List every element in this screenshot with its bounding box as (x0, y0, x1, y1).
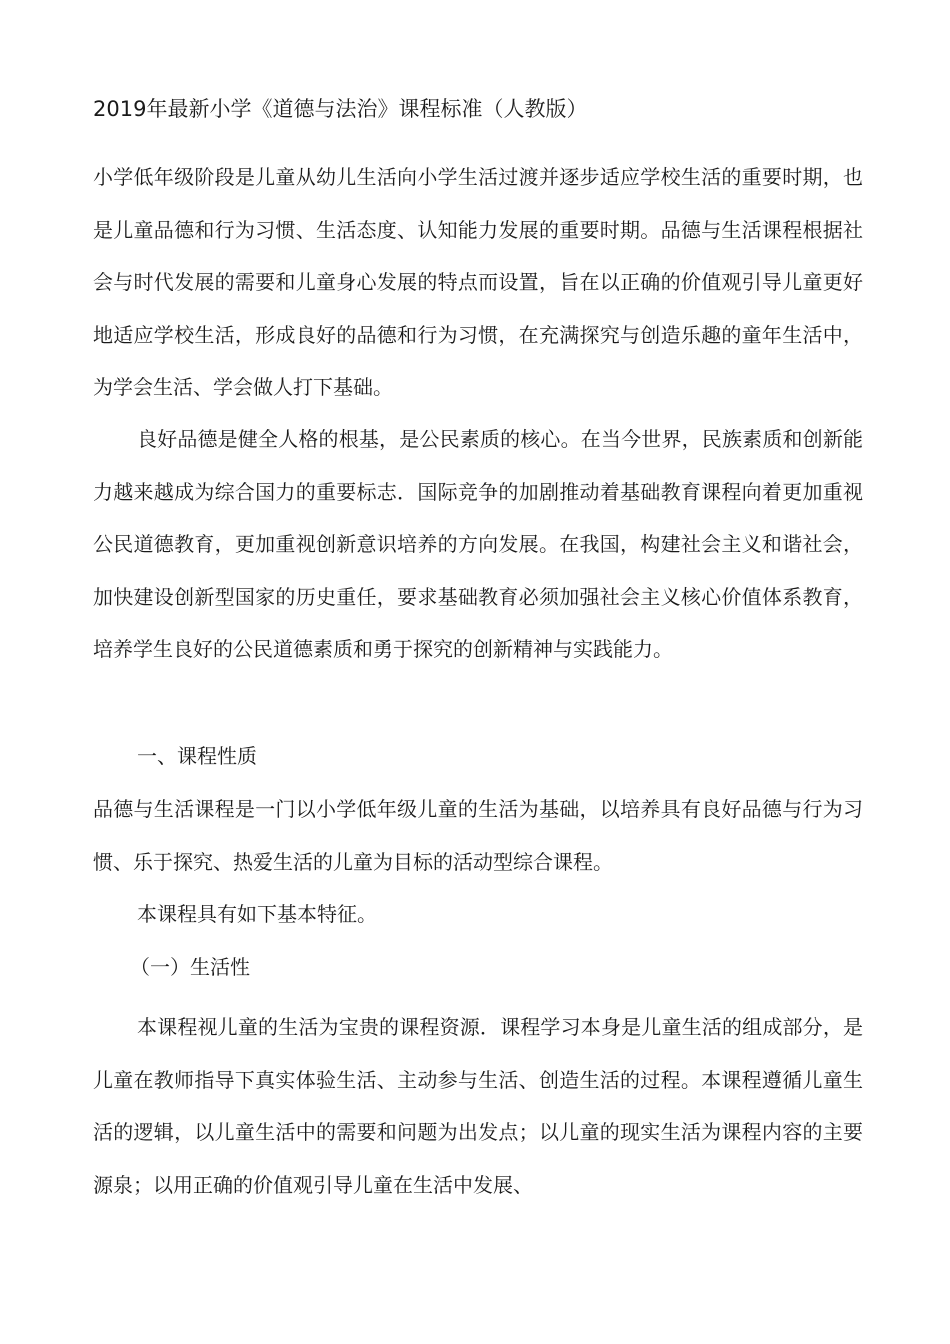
subsection-heading-life: （一）生活性 (130, 955, 250, 979)
section-heading-nature: 一、课程性质 (137, 744, 257, 768)
paragraph-life: 本课程视儿童的生活为宝贵的课程资源．课程学习本身是儿童生活的组成部分，是儿童在教师指导下真实体验生活、主动参与生活、创造生活的过程。本课程遵循儿童生活的逻辑，以儿童生活中的需要和问题为出发点；以儿童的现实生活为课程内容的主要源泉；以用正确的价值观引导儿童在生活中发展、 (93, 1015, 863, 1197)
paragraph-features-intro: 本课程具有如下基本特征。 (137, 902, 377, 926)
document-title: 2019年最新小学《道德与法治》课程标准（人教版） (93, 97, 588, 121)
paragraph-nature: 品德与生活课程是一门以小学低年级儿童的生活为基础，以培养具有良好品德与行为习惯、乐于探究、热爱生活的儿童为目标的活动型综合课程。 (93, 797, 863, 874)
paragraph-background: 良好品德是健全人格的根基，是公民素质的核心。在当今世界，民族素质和创新能力越来越成为综合国力的重要标志．国际竞争的加剧推动着基础教育课程向着更加重视公民道德教育，更加重视创新意识培养的方向发展。在我国，构建社会主义和谐社会，加快建设创新型国家的历史重任，要求基础教育必须加强社会主义核心价值体系教育，培养学生良好的公民道德素质和勇于探究的创新精神与实践能力。 (93, 427, 863, 661)
paragraph-intro: 小学低年级阶段是儿童从幼儿生活向小学生活过渡并逐步适应学校生活的重要时期，也是儿童品德和行为习惯、生活态度、认知能力发展的重要时期。品德与生活课程根据社会与时代发展的需要和儿童身心发展的特点而设置，旨在以正确的价值观引导儿童更好地适应学校生活，形成良好的品德和行为习惯，在充满探究与创造乐趣的童年生活中，为学会生活、学会做人打下基础。 (93, 165, 863, 399)
